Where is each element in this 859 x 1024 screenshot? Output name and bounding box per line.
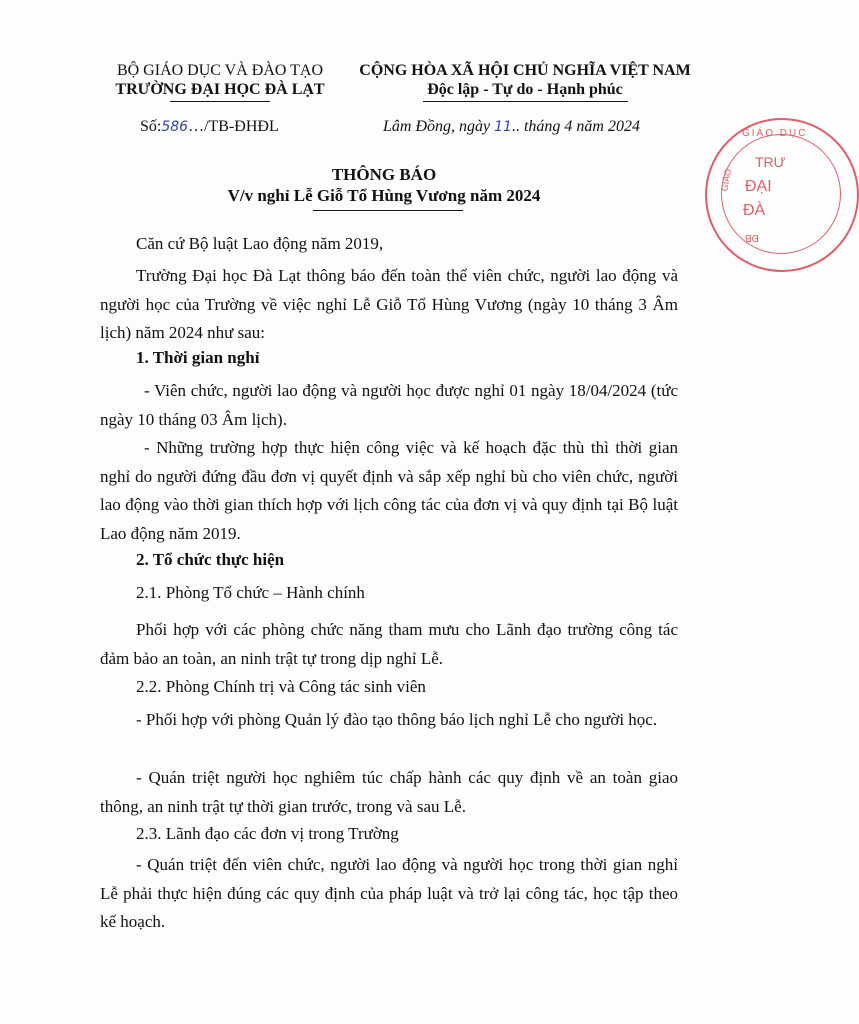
paragraph-unit-leaders: - Quán triệt đến viên chức, người lao động và người học trong thời gian nghỉ Lễ phải thực hiện đúng các quy định của pháp luật và trở lại công tác, học tập theo kế hoạch. <box>100 855 678 931</box>
seal-line-2: ĐẠI <box>745 178 772 195</box>
paragraph-admin-office: Phối hợp với các phòng chức năng tham mưu cho Lãnh đạo trường công tác đảm bảo an toàn, an ninh trật tự trong dịp nghỉ Lễ. <box>100 620 678 668</box>
paragraph-special-cases: - Những trường hợp thực hiện công việc và kế hoạch đặc thù thì thời gian nghỉ do người đứng đầu đơn vị quyết định và sắp xếp nghỉ bù cho viên chức, người lao động vào thời gian thích hợp với lịch công tác của đơn vị và quy định tại Bộ luật Lao động năm 2019. <box>100 438 678 543</box>
section-heading-1: 1. Thời gian nghỉ <box>136 348 260 367</box>
national-motto: Độc lập - Tự do - Hạnh phúc <box>427 81 623 98</box>
subsection-heading-2-2: 2.2. Phòng Chính trị và Công tác sinh viên <box>136 677 426 696</box>
paragraph-legal-basis: Căn cứ Bộ luật Lao động năm 2019, <box>136 234 384 253</box>
motto-underline <box>423 101 628 102</box>
paragraph-intro: Trường Đại học Đà Lạt thông báo đến toàn thể viên chức, người lao động và người học của Trường về việc nghỉ Lễ Giỗ Tổ Hùng Vương (ngày 10 tháng 3 Âm lịch) năm 2024 như sau: <box>100 266 678 342</box>
section-heading-2: 2. Tổ chức thực hiện <box>136 550 285 569</box>
seal-line-3: ĐÀ <box>743 202 766 219</box>
document-title: THÔNG BÁO <box>331 165 437 184</box>
ministry-name: BỘ GIÁO DỤC VÀ ĐÀO TẠO <box>116 62 324 79</box>
seal-line-1: TRƯ <box>755 154 786 170</box>
seal-bottom-text: ĐB <box>745 232 759 243</box>
paragraph-traffic-safety: - Quán triệt người học nghiêm túc chấp hành các quy định về an toàn giao thông, an ninh trật tự thời gian trước, trong và sau Lễ. <box>100 768 678 816</box>
seal-top-text: GIÁO DỤC <box>742 128 808 139</box>
subsection-heading-2-1: 2.1. Phòng Tổ chức – Hành chính <box>136 583 365 602</box>
subsection-heading-2-3: 2.3. Lãnh đạo các đơn vị trong Trường <box>136 824 399 843</box>
handwritten-day: 11 <box>494 119 512 135</box>
paragraph-leave-day: - Viên chức, người lao động và người học được nghỉ 01 ngày 18/04/2024 (tức ngày 10 tháng 03 Âm lịch). <box>100 381 678 429</box>
document-subtitle: V/v nghỉ Lễ Giỗ Tổ Hùng Vương năm 2024 <box>227 186 541 205</box>
handwritten-number: 586 <box>161 119 189 135</box>
seal-side-text: GIÁO <box>719 168 734 192</box>
school-name: TRƯỜNG ĐẠI HỌC ĐÀ LẠT <box>115 81 325 98</box>
school-underline <box>170 101 270 102</box>
date-line: Lâm Đồng, ngày 11.. tháng 4 năm 2024 <box>383 118 640 135</box>
nation-name: CỘNG HÒA XÃ HỘI CHỦ NGHĨA VIỆT NAM <box>359 62 691 79</box>
document-number: Số:586…/TB-ĐHĐL <box>140 118 279 135</box>
paragraph-notify-students: - Phối hợp với phòng Quản lý đào tạo thông báo lịch nghỉ Lễ cho người học. <box>136 710 658 729</box>
title-underline <box>313 210 463 211</box>
